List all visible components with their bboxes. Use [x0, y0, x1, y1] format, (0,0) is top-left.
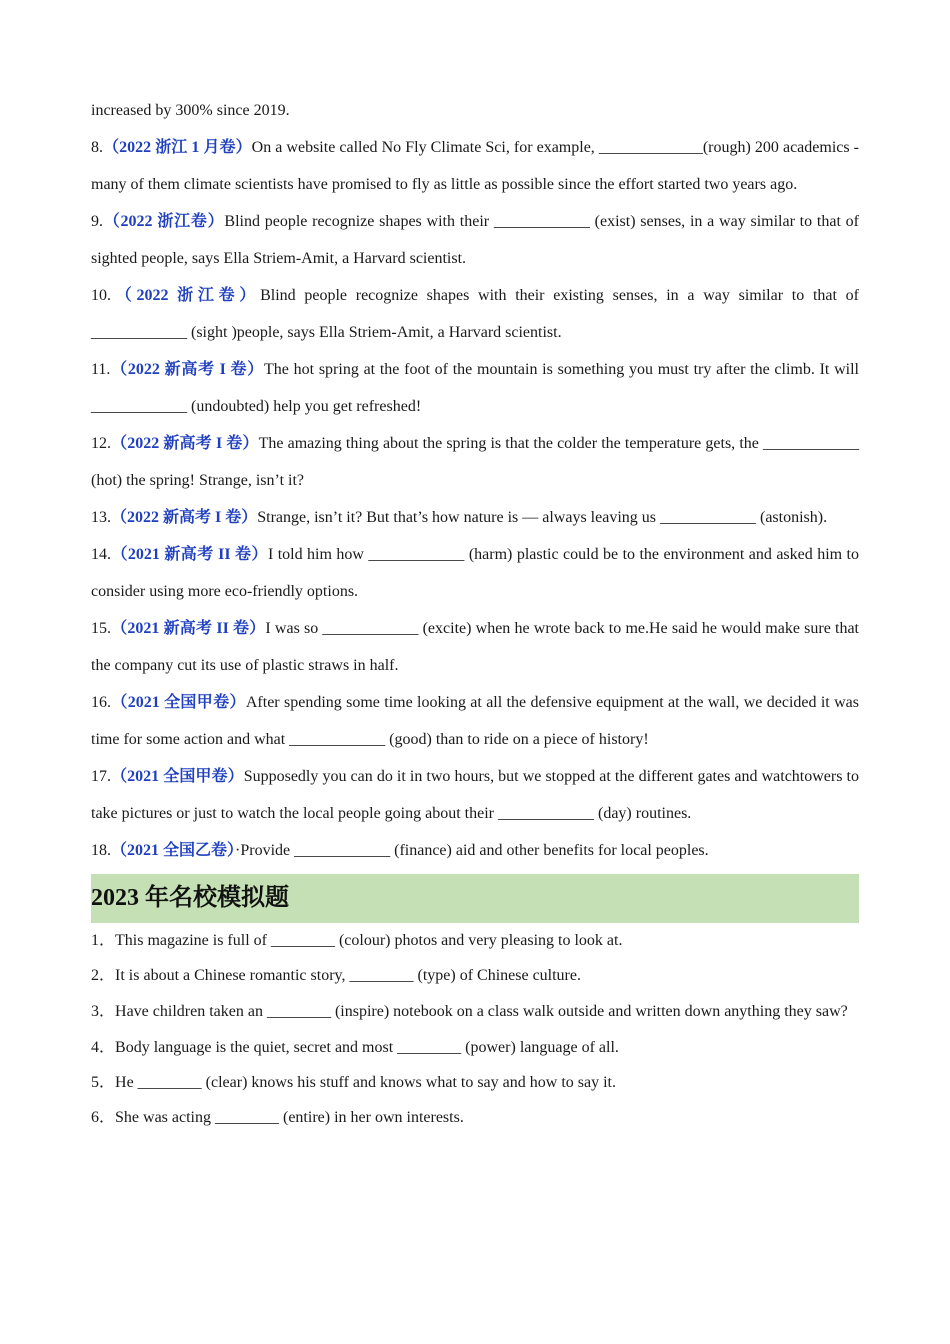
question-number: 12.: [91, 435, 111, 452]
question-number: 4．: [91, 1039, 116, 1056]
question-item: [91, 758, 859, 832]
exam-source-tag: （2022 浙江卷）: [103, 213, 225, 230]
question-item: [91, 129, 859, 203]
exam-source-tag: （2022 浙江 1 月卷）: [103, 139, 252, 156]
page-content: [91, 92, 859, 1135]
question-item: [91, 351, 859, 425]
question-number: 18.: [91, 842, 111, 859]
exam-source-tag: （2021 新高考 II 卷）: [111, 546, 268, 563]
question-number: 11.: [91, 361, 111, 378]
intro-line: increased by 300% since 2019.: [91, 102, 290, 119]
question-text: Blind people recognize shapes with their existing senses, in a way similar to that of ____________ (sight )people, says Ella Striem-Amit, a Harvard scientist.: [91, 287, 859, 341]
exam-source-tag: （2021 新高考 II 卷）: [111, 620, 266, 637]
question-item: [91, 499, 859, 536]
exam-source-tag: （2022 浙江卷）: [111, 287, 261, 304]
question-number: 9.: [91, 213, 103, 230]
exam-source-tag: （2021 全国甲卷）: [111, 768, 244, 785]
question-text: Body language is the quiet, secret and most ________ (power) language of all.: [115, 1039, 619, 1056]
question-text: Have children taken an ________ (inspire) notebook on a class walk outside and written down anything they saw?: [115, 1003, 848, 1020]
question-item: [91, 610, 859, 684]
exam-source-tag: （2022 新高考 I 卷）: [111, 509, 258, 526]
question-text: This magazine is full of ________ (colour) photos and very pleasing to look at.: [115, 932, 623, 949]
question-item: [91, 684, 859, 758]
question-text: The amazing thing about the spring is that the colder the temperature gets, the ____________ (hot) the spring! Strange, isn’t it?: [91, 435, 859, 489]
question-text: I told him how ____________ (harm) plastic could be to the environment and asked him to consider using more eco-friendly options.: [91, 546, 859, 600]
exam-questions-list: [91, 129, 859, 869]
question-text: It is about a Chinese romantic story, ________ (type) of Chinese culture.: [115, 967, 581, 984]
question-number: 14.: [91, 546, 111, 563]
question-number: 15.: [91, 620, 111, 637]
question-number: 1．: [91, 932, 116, 949]
question-text: He ________ (clear) knows his stuff and knows what to say and how to say it.: [115, 1074, 616, 1091]
question-number: 13.: [91, 509, 111, 526]
question-item: [91, 832, 859, 869]
question-number: 16.: [91, 694, 111, 711]
question-text: On a website called No Fly Climate Sci, for example, _____________(rough) 200 academics - many of them climate scientists have promised to fly as little as possible since the effort started two years ago.: [91, 139, 859, 193]
question-number: 2．: [91, 967, 116, 984]
question-number: 10.: [91, 287, 111, 304]
question-number: 5．: [91, 1074, 116, 1091]
sim-question-item: [91, 1030, 859, 1065]
question-text: The hot spring at the foot of the mountain is something you must try after the climb. It will ____________ (undoubted) help you get refreshed!: [91, 361, 859, 415]
question-item: [91, 203, 859, 277]
sim-question-item: [91, 1100, 859, 1135]
question-text: After spending some time looking at all the defensive equipment at the wall, we decided it was time for some action and what ____________ (good) than to ride on a piece of history!: [91, 694, 859, 748]
exam-source-tag: （2022 新高考 I 卷）: [111, 435, 259, 452]
simulation-questions-list: [91, 923, 859, 1135]
exam-source-tag: （2021 全国甲卷）: [111, 694, 246, 711]
question-number: 3．: [91, 1003, 116, 1020]
question-item: [91, 277, 859, 351]
question-text: She was acting ________ (entire) in her own interests.: [115, 1109, 464, 1126]
question-item: [91, 425, 859, 499]
sim-question-item: [91, 923, 859, 958]
sim-question-item: [91, 1065, 859, 1100]
question-item: [91, 536, 859, 610]
section-heading: 2023 年名校模拟题: [91, 874, 859, 923]
question-text: Supposedly you can do it in two hours, but we stopped at the different gates and watchtowers to take pictures or just to watch the local people going about their ____________ (day) routines.: [91, 768, 859, 822]
question-text: I was so ____________ (excite) when he wrote back to me.He said he would make sure that the company cut its use of plastic straws in half.: [91, 620, 859, 674]
question-number: 6．: [91, 1109, 116, 1126]
question-text: ·Provide ____________ (finance) aid and other benefits for local peoples.: [235, 842, 709, 859]
sim-question-item: [91, 993, 859, 1030]
question-text: Blind people recognize shapes with their ____________ (exist) senses, in a way similar to that of sighted people, says Ella Striem-Amit, a Harvard scientist.: [91, 213, 859, 267]
exam-source-tag: （2022 新高考 I 卷）: [110, 361, 265, 378]
exam-source-tag: （2021 全国乙卷）: [111, 842, 236, 859]
question-number: 17.: [91, 768, 111, 785]
sim-question-item: [91, 958, 859, 993]
question-number: 8.: [91, 139, 103, 156]
question-text: Strange, isn’t it? But that’s how nature is — always leaving us ____________ (astonish).: [257, 509, 828, 526]
